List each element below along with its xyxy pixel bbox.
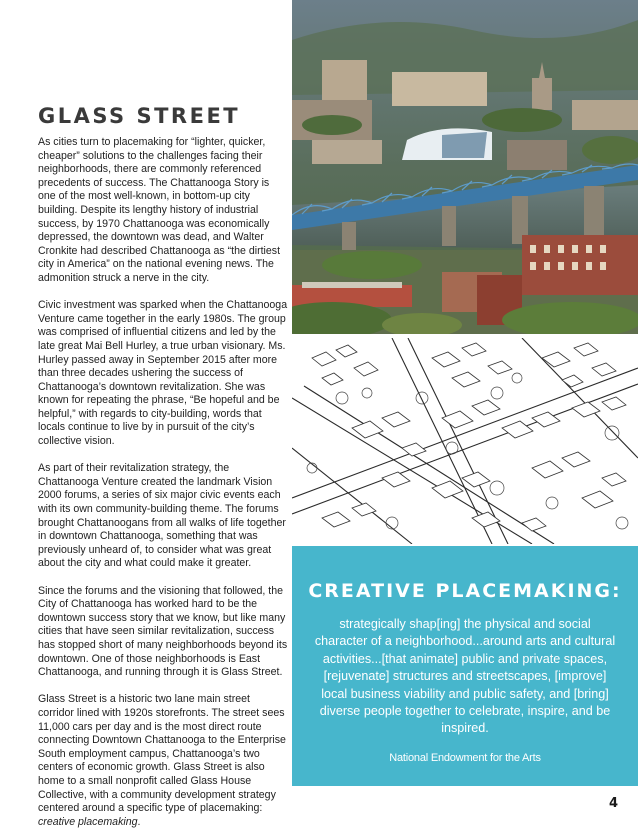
paragraph-text: Glass Street is a historic two lane main street corridor lined with 1920s storefronts. The street sees 11,000 cars per day and is the most direct route connecting Downtown Chattanooga to the Enterprise South employment campus, Chattanooga’s two centers of economic growth. Glass Street is also home to a small nonprofit called Glass House Collective, with a community development strategy centered around a specific type of placemaking: <box>38 693 286 815</box>
neighborhood-sketch <box>292 338 638 544</box>
page-number: 4 <box>608 796 618 811</box>
city-bridge-photo <box>292 0 638 334</box>
callout-quote: strategically shap[ing] the physical and social character of a neighborhood...around arts and cultural activities...[that animate] public and private spaces, [rejuvenate] structures and streetscapes, [improve] local business viability and public safety, and [bring] diverse people together to celebrate, inspire, and be inspired. <box>314 617 616 736</box>
paragraph: As cities turn to placemaking for “lighter, quicker, cheaper” solutions to the challenges facing their neighborhoods, there are commonly referenced precedents of success. The Chattanooga Story is one of the most well-known, in bottom-up city building. Despite its lengthy history of industrial success, by 1970 Chattanooga was economically depressed, the downtown was dead, and Walter Cronkite had described Chattanooga as “the dirtiest city in America” on the national evening news. The admonition struck a nerve in the city. <box>38 136 281 284</box>
paragraph-end: . <box>137 815 141 828</box>
callout-source: National Endowment for the Arts <box>389 751 541 764</box>
article-body <box>38 136 288 829</box>
page-title: GLASS STREET <box>38 104 241 128</box>
creative-placemaking-callout <box>292 546 638 786</box>
callout-heading: CREATIVE PLACEMAKING: <box>308 580 622 602</box>
paragraph-last <box>38 693 288 829</box>
paragraph: Civic investment was sparked when the Chattanooga Venture came together in the early 1980s. The group was comprised of influential citizens and led by the late great Mai Bell Hurley, a true urban visionary. Ms. Hurley passed away in September 2015 after more than three decades ushering the success of Chattanooga’s downtown revitalization. She was known for repeating the phrase, “Be hopeful and be helpful,” with regards to city-building, words that locals continue to live by in pursuit of the city’s collective vision. <box>38 299 288 448</box>
paragraph: Since the forums and the visioning that followed, the City of Chattanooga has worked hard to be the downtown success story that we know, but like many cities that have seen similar revitalization, success has stopped short of many neighborhoods beyond its downtown. One of those neighborhoods is East Chattanooga, and running through it is Glass Street. <box>38 584 288 679</box>
paragraph: As part of their revitalization strategy, the Chattanooga Venture created the landmark Vision 2000 forums, a series of six major civic events each with its own community-building theme. The forums brought Chattanoogans from all walks of life together in downtown Chattanooga, something that was previously unheard of, to consider what was great about the city and what could make it greater. <box>38 462 286 570</box>
emphasis-text: creative placemaking <box>38 815 138 828</box>
